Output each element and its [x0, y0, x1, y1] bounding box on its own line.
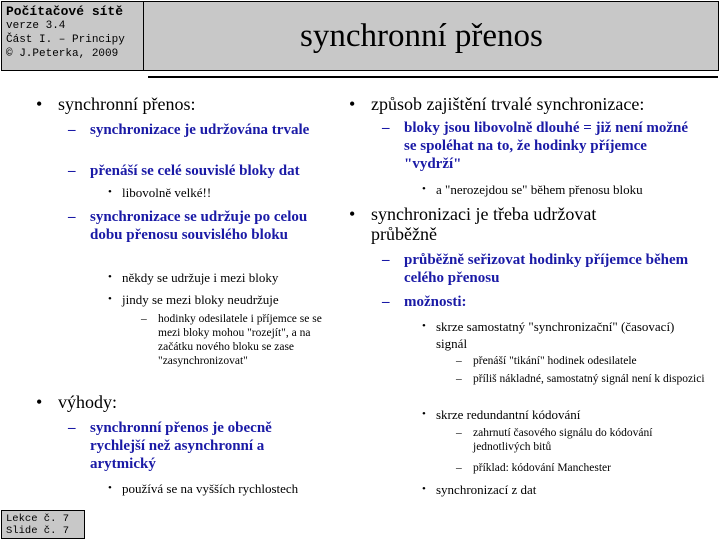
- bullet-text: způsob zajištění trvalé synchronizace:: [371, 94, 645, 114]
- point-higher-speeds: [108, 480, 302, 497]
- dash-marker: –: [68, 163, 76, 179]
- dash-marker: –: [68, 420, 76, 436]
- dash-marker: –: [68, 122, 76, 138]
- point-text: libovolně velké!!: [122, 185, 212, 200]
- point-text: někdy se udržuje i mezi bloky: [122, 270, 279, 285]
- bullet-dot: •: [422, 483, 426, 495]
- detail-text: příklad: kódování Manchester: [473, 462, 611, 474]
- bullet-dot: •: [422, 183, 426, 195]
- point-text: jindy se mezi bloky neudržuje: [122, 292, 279, 307]
- version-label: verze 3.4: [6, 20, 66, 32]
- slide-title: synchronní přenos: [300, 18, 543, 54]
- bullet-dot: •: [36, 392, 43, 412]
- bullet-text: synchronizaci je třeba udržovat průběžně: [371, 204, 597, 244]
- detail-timing-in-coding: [456, 426, 708, 454]
- bullet-continuous-sync: [349, 204, 661, 244]
- detail-clock-ticks: [456, 354, 708, 368]
- subitem-sync-maintained: [68, 121, 330, 139]
- bullet-advantages: [36, 392, 338, 412]
- detail-manchester: [456, 461, 708, 475]
- subitem-text: bloky jsou libovolně dlouhé = již není možné se spoléhat na to, že hodinky příjemce "vydrží": [404, 120, 689, 172]
- bullet-dot: •: [349, 94, 356, 114]
- course-info-box: [1, 1, 144, 71]
- dash-marker: –: [456, 373, 462, 385]
- point-sync-from-data: [422, 481, 696, 498]
- bullet-synchronous-transfer: [36, 94, 338, 114]
- point-text: skrze samostatný "synchronizační" (časovací) signál: [436, 319, 675, 351]
- slide-number: Slide č. 7: [6, 525, 70, 537]
- dash-marker: –: [141, 313, 147, 325]
- point-redundant-coding: [422, 406, 696, 423]
- subitem-text: synchronní přenos je obecně rychlejší než asynchronní a arytmický: [90, 420, 272, 472]
- point-text: používá se na vyšších rychlostech: [122, 481, 299, 496]
- point-text: a "nerozejdou se" během přenosu bloku: [436, 182, 643, 197]
- slide-footer: [1, 510, 85, 539]
- detail-text: příliš nákladné, samostatný signál není k dispozici: [473, 373, 705, 385]
- dash-marker: –: [382, 120, 390, 136]
- point-separate-signal: [422, 318, 696, 352]
- detail-clocks-drift: [141, 312, 333, 368]
- course-title: Počítačové sítě: [6, 4, 124, 19]
- subitem-options: [382, 293, 604, 311]
- bullet-sync-method: [349, 94, 701, 114]
- bullet-dot: •: [422, 320, 426, 332]
- dash-marker: –: [456, 355, 462, 367]
- subitem-sync-during-block: [68, 208, 325, 244]
- part-label: Část I. – Principy: [6, 34, 125, 46]
- bullet-text: synchronní přenos:: [58, 94, 196, 114]
- subitem-text: synchronizace se udržuje po celou dobu přenosu souvislého bloku: [90, 209, 308, 243]
- bullet-dot: •: [108, 186, 112, 198]
- dash-marker: –: [382, 252, 390, 268]
- dash-marker: –: [456, 462, 462, 474]
- bullet-dot: •: [108, 293, 112, 305]
- detail-text: zahrnutí časového signálu do kódování jednotlivých bitů: [473, 427, 653, 453]
- bullet-dot: •: [422, 408, 426, 420]
- bullet-dot: •: [36, 94, 43, 114]
- point-not-drift: [422, 181, 706, 198]
- dash-marker: –: [382, 294, 390, 310]
- point-text: skrze redundantní kódování: [436, 407, 581, 422]
- subitem-text: přenáší se celé souvislé bloky dat: [90, 163, 300, 179]
- subitem-text: průběžně seřizovat hodinky příjemce během celého přenosu: [404, 252, 689, 286]
- author-label: © J.Peterka, 2009: [6, 48, 119, 60]
- title-divider: [148, 76, 718, 78]
- point-arbitrary-size: [108, 184, 322, 201]
- bullet-text: výhody:: [58, 392, 118, 412]
- bullet-dot: •: [349, 204, 356, 224]
- subitem-whole-blocks: [68, 162, 340, 180]
- detail-text: hodinky odesilatele i příjemce se se mezi bloky mohou "rozejít", a na začátku nového bloku se zase "zasynchronizovat": [158, 313, 322, 367]
- point-sometimes-between: [108, 269, 332, 286]
- subitem-text: možnosti:: [404, 294, 467, 310]
- point-text: synchronizací z dat: [436, 482, 537, 497]
- point-not-between: [108, 291, 332, 308]
- subitem-faster: [68, 419, 330, 473]
- detail-too-expensive: [456, 372, 708, 386]
- lesson-number: Lekce č. 7: [6, 513, 70, 525]
- detail-text: přenáší "tikání" hodinek odesilatele: [473, 355, 637, 367]
- bullet-dot: •: [108, 271, 112, 283]
- dash-marker: –: [456, 427, 462, 439]
- subitem-adjust-clocks: [382, 251, 694, 287]
- bullet-dot: •: [108, 482, 112, 494]
- subitem-text: synchronizace je udržována trvale: [90, 122, 310, 138]
- dash-marker: –: [68, 209, 76, 225]
- subitem-arbitrary-blocks: [382, 119, 694, 173]
